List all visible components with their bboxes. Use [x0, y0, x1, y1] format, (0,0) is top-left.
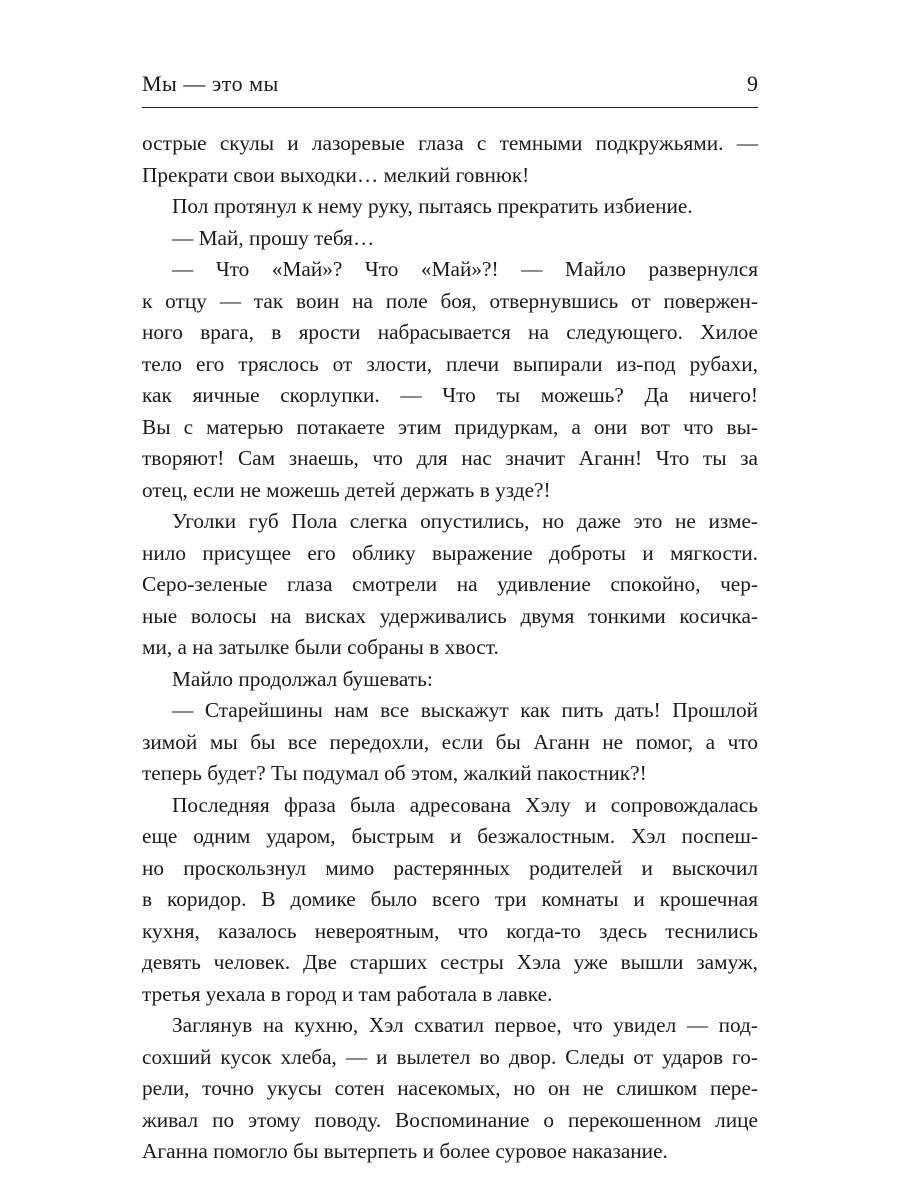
text-line: кухня, казалось невероятным, что когда-то здесь теснились — [142, 918, 758, 943]
chapter-title: Мы — это мы — [142, 71, 279, 96]
text-line: нило присущее его облику выражение доброты и мягкости. — [142, 540, 758, 565]
text-line: Аганна помогло бы вытерпеть и более суровое наказание. — [142, 1139, 668, 1163]
text-line: в коридор. В домике было всего три комнаты и крошечная — [142, 887, 758, 911]
text-line: сохший кусок хлеба, — и вылетел во двор. Следы от ударов го- — [142, 1044, 758, 1069]
text-line: — Старейшины нам все выскажут как пить дать! Прошлой — [172, 698, 758, 722]
body-text — [142, 128, 758, 1168]
text-line: творяют! Сам знаешь, что для нас значит Аганн! Что ты за — [142, 446, 758, 470]
text-line: Последняя фраза была адресована Хэлу и сопровождалась — [172, 792, 758, 817]
page-number: 9 — [747, 71, 758, 96]
text-line: Серо-зеленые глаза смотрели на удивление спокойно, чер- — [142, 572, 758, 596]
text-line: как яичные скорлупки. — Что ты можешь? Да ничего! — [142, 383, 758, 407]
text-line: — Май, прошу тебя… — [172, 225, 375, 250]
text-line: Майло продолжал бушевать: — [172, 666, 433, 691]
text-line: третья уехала в город и там работала в лавке. — [142, 981, 553, 1006]
text-line: острые скулы и лазоревые глаза с темными подкружьями. — — [142, 131, 758, 155]
text-line: ного врага, в ярости набрасывается на следующего. Хилое — [142, 320, 758, 344]
text-line: Заглянув на кухню, Хэл схватил первое, что увидел — под- — [172, 1013, 758, 1037]
text-line: еще одним ударом, быстрым и безжалостным. Хэл поспеш- — [142, 824, 758, 848]
text-line: Уголки губ Пола слегка опустились, но даже это не изме- — [172, 509, 758, 533]
text-line: ные волосы на висках удерживались двумя тонкими косичка- — [142, 603, 758, 628]
text-line: рели, точно укусы сотен насекомых, но он не слишком пере- — [142, 1076, 758, 1100]
text-line: но проскользнул мимо растерянных родителей и выскочил — [142, 855, 758, 880]
text-line: живал по этому поводу. Воспоминание о перекошенном лице — [142, 1107, 758, 1132]
text-line: Пол протянул к нему руку, пытаясь прекратить избиение. — [172, 194, 693, 218]
text-line: Прекрати свои выходки… мелкий говнюк! — [142, 162, 530, 187]
text-line: — Что «Май»? Что «Май»?! — Майло развернулся — [172, 257, 758, 281]
header-rule — [142, 107, 758, 108]
text-line: теперь будет? Ты подумал об этом, жалкий пакостник?! — [142, 761, 647, 785]
text-line: тело его тряслось от злости, плечи выпирали из-под рубахи, — [142, 351, 758, 376]
text-line: ми, а на затылке были собраны в хвост. — [142, 635, 499, 659]
text-line: девять человек. Две старших сестры Хэла уже вышли замуж, — [142, 950, 758, 974]
text-line: отец, если не можешь детей держать в узде?! — [142, 477, 551, 502]
text-line: Вы с матерью потакаете этим придуркам, а они вот что вы- — [142, 414, 758, 439]
text-line: зимой мы бы все передохли, если бы Аганн не помог, а что — [142, 729, 758, 754]
text-line: к отцу — так воин на поле боя, отвернувшись от повержен- — [142, 288, 758, 313]
running-header — [142, 66, 758, 102]
